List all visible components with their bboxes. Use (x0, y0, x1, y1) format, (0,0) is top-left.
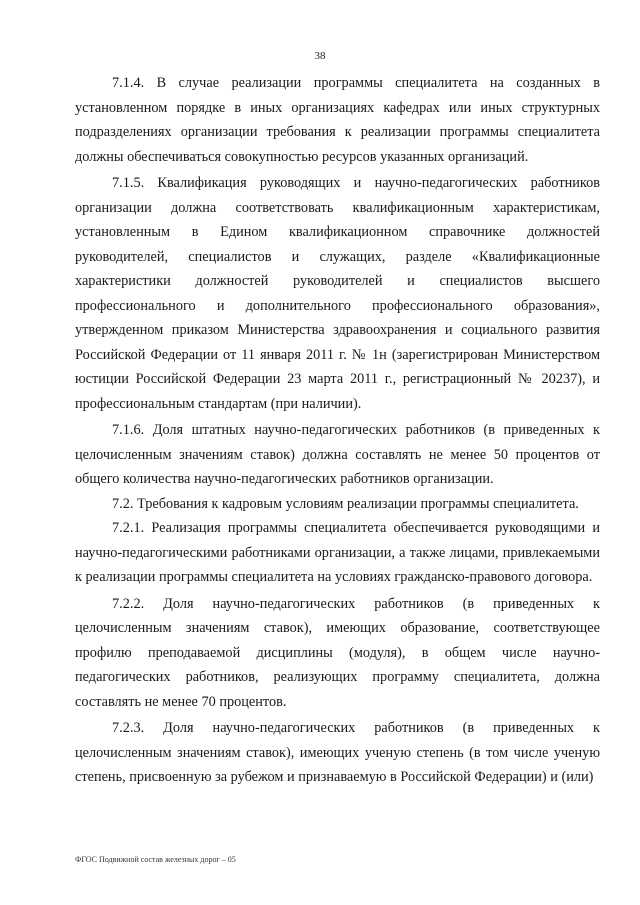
paragraph-7-1-5: 7.1.5. Квалификация руководящих и научно-педагогических работников организации должна соответствовать квалификационным характеристикам, установленным в Едином квалификационном справочнике должностей руководителей, специалистов и служащих, разделе «Квалификационные характеристики должностей руководителей и специалистов высшего профессионального и дополнительного профессионального образования», утвержденном приказом Министерства здравоохранения и социального развития Российской Федерации от 11 января 2011 г. № 1н (зарегистрирован Министерством юстиции Российской Федерации 23 марта 2011 г., регистрационный № 20237), и профессиональным стандартам (при наличии). (75, 175, 600, 412)
page-number: 38 (314, 50, 326, 62)
paragraph-7-2-3: 7.2.3. Доля научно-педагогических работников (в приведенных к целочисленным значениям ставок), имеющих ученую степень (в том числе ученую степень, присвоенную за рубежом и признаваемую в Российской Федерации) и (или) (75, 720, 600, 785)
document-body (75, 71, 600, 790)
paragraph-7-1-6: 7.1.6. Доля штатных научно-педагогических работников (в приведенных к целочисленным значениям ставок) должна составлять не менее 50 процентов от общего количества научно-педагогических работников организации. (75, 422, 600, 487)
paragraph-7-2-2: 7.2.2. Доля научно-педагогических работников (в приведенных к целочисленным значениям ставок), имеющих образование, соответствующее профилю преподаваемой дисциплины (модуля), в общем числе научно-педагогических работников, реализующих программу специалитета, должна составлять не менее 70 процентов. (75, 595, 600, 710)
paragraph-7-2-1: 7.2.1. Реализация программы специалитета обеспечивается руководящими и научно-педагогическими работниками организации, а также лицами, привлекаемыми к реализации программы специалитета на условиях гражданско-правового договора. (75, 520, 600, 585)
paragraph-7-2: 7.2. Требования к кадровым условиям реализации программы специалитета. (112, 495, 579, 512)
document-footer: ФГОС Подвижной состав железных дорог – 05 (75, 855, 236, 864)
paragraph-7-1-4: 7.1.4. В случае реализации программы специалитета на созданных в установленном порядке в иных организациях кафедрах или иных структурных подразделениях организации требования к реализации программы специалитета должны обеспечиваться совокупностью ресурсов указанных организаций. (75, 75, 600, 165)
